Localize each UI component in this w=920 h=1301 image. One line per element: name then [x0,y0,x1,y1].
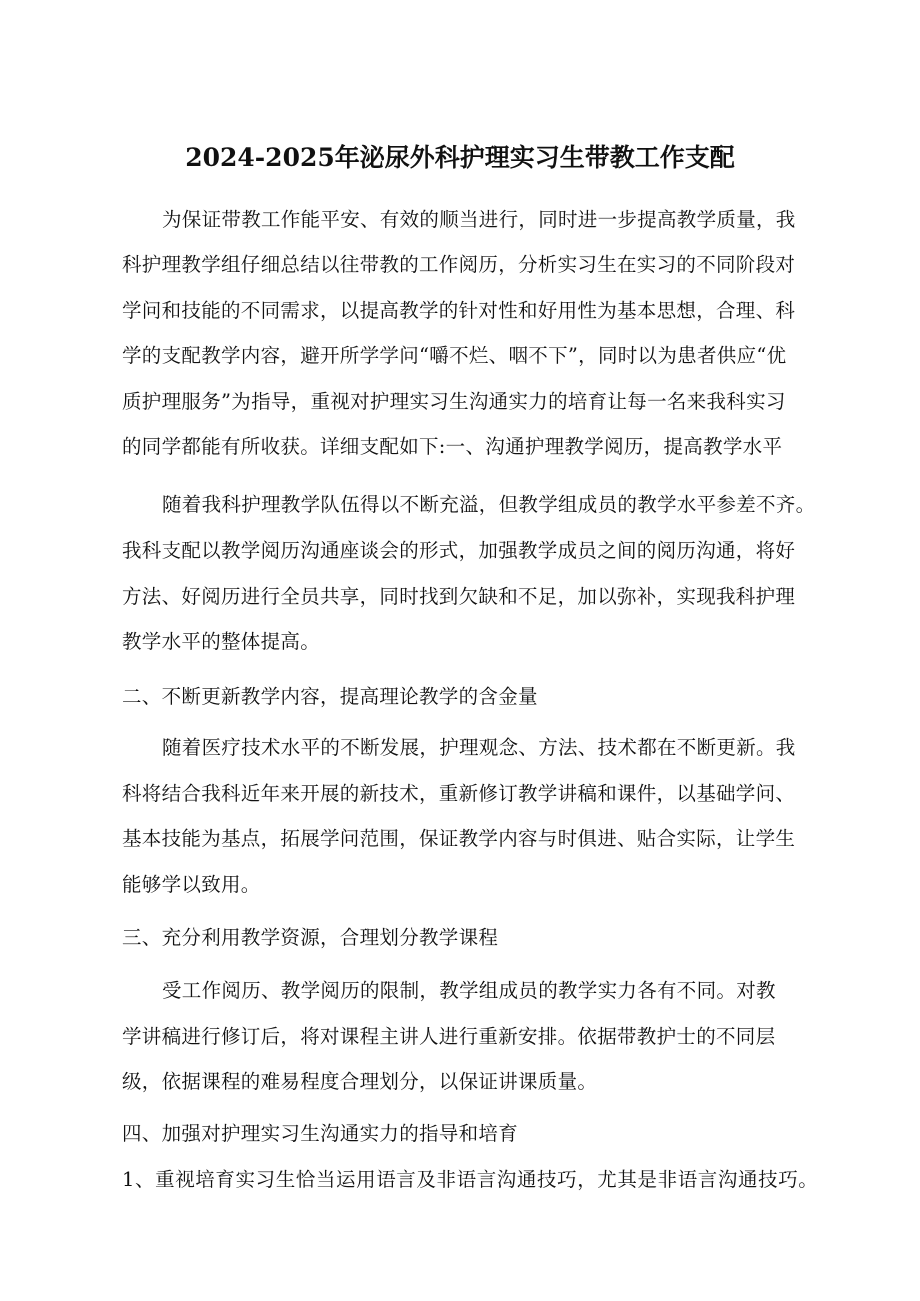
document-title: 2024-2025年泌尿外科护理实习生带教工作支配 [185,143,735,172]
section-heading: 二、不断更新教学内容，提高理论教学的含金量 [122,685,538,708]
paragraph-line: 基本技能为基点，拓展学问范围，保证教学内容与时俱进、贴合实际，让学生 [122,827,796,850]
paragraph-line: 1、重视培育实习生恰当运用语言及非语言沟通技巧，尤其是非语言沟通技巧。 [122,1168,819,1191]
paragraph-line: 随着我科护理教学队伍得以不断充溢，但教学组成员的教学水平参差不齐。 [162,493,816,516]
paragraph-line: 我科支配以教学阅历沟通座谈会的形式，加强教学成员之间的阅历沟通，将好 [122,539,796,562]
paragraph-line: 为保证带教工作能平安、有效的顺当进行，同时进一步提高教学质量，我 [162,208,796,231]
paragraph-line: 学问和技能的不同需求，以提高教学的针对性和好用性为基本思想，合理、科 [122,299,796,322]
section-heading: 三、充分利用教学资源，合理划分教学课程 [122,926,499,949]
paragraph-line: 能够学以致用。 [122,873,261,896]
section-heading: 四、加强对护理实习生沟通实力的指导和培育 [122,1122,519,1145]
paragraph-line: 的同学都能有所收获。详细支配如下:一、沟通护理教学阅历，提高教学水平 [122,435,783,458]
paragraph-line: 质护理服务”为指导，重视对护理实习生沟通实力的培育让每一名来我科实习 [122,390,786,413]
paragraph-line: 级，依据课程的难易程度合理划分，以保证讲课质量。 [122,1070,598,1093]
paragraph-line: 科将结合我科近年来开展的新技术，重新修订教学讲稿和课件，以基础学问、 [122,782,796,805]
paragraph-line: 科护理教学组仔细总结以往带教的工作阅历，分析实习生在实习的不同阶段对 [122,253,796,276]
paragraph-line: 方法、好阅历进行全员共享，同时找到欠缺和不足，加以弥补，实现我科护理 [122,585,796,608]
paragraph-line: 教学水平的整体提高。 [122,630,321,653]
paragraph-line: 随着医疗技术水平的不断发展，护理观念、方法、技术都在不断更新。我 [162,736,796,759]
paragraph-line: 受工作阅历、教学阅历的限制，教学组成员的教学实力各有不同。对教 [162,979,776,1002]
paragraph-line: 学的支配教学内容，避开所学学问“嚼不烂、咽不下”，同时以为患者供应“优 [122,344,787,367]
paragraph-line: 学讲稿进行修订后，将对课程主讲人进行重新安排。依据带教护士的不同层 [122,1025,776,1048]
